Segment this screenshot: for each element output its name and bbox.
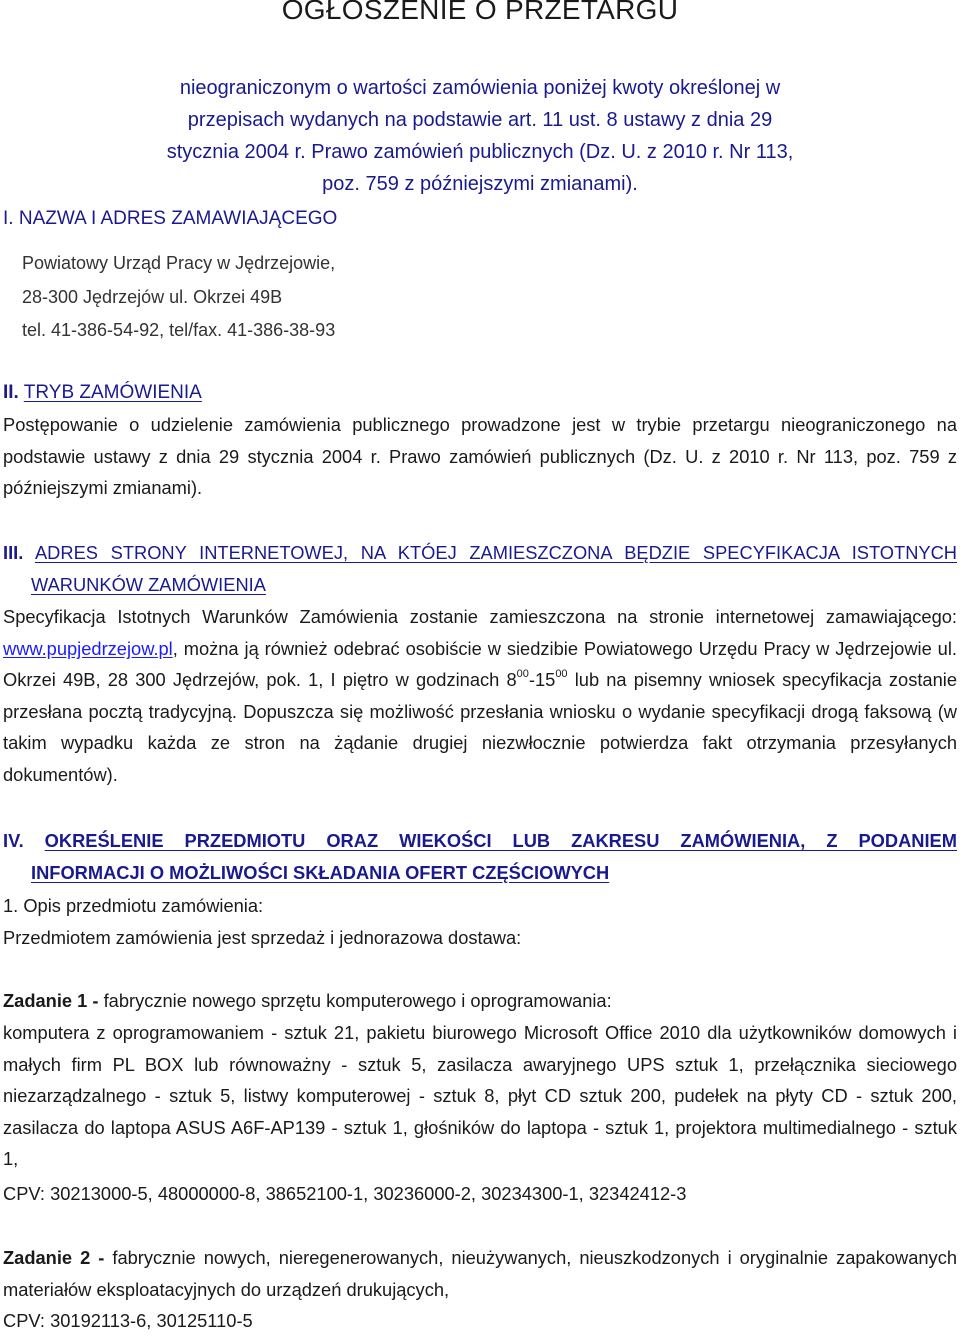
section-3-text-part-2: , można ją również odebrać osobiście w siedzibie Powiatowego Urzędu Pracy w Jędrzejowie ul. Okrzei 49B, 28 300 Jędrzejów, pok. 1, I piętro w godzinach 8 bbox=[3, 637, 957, 690]
section-3-title-line-1: ADRES STRONY INTERNETOWEJ, NA KTÓEJ ZAMIESZCZONA BĘDZIE SPECYFIKACJA ISTOTNYCH bbox=[34, 542, 957, 563]
section-4-heading bbox=[3, 825, 957, 888]
zadanie-2-description: fabrycznie nowych, nieregenerowanych, nieużywanych, nieuszkodzonych i oryginalnie zapakowanych materiałów eksploatacyjnych do urządzeń drukujących, bbox=[3, 1247, 958, 1300]
zadanie-2-label: Zadanie 2 - bbox=[3, 1247, 105, 1268]
section-3-text bbox=[3, 601, 957, 790]
section-1-heading bbox=[3, 206, 337, 232]
time-dash: -15 bbox=[528, 669, 556, 690]
zadanie-1-title: fabrycznie nowego sprzętu komputerowego i oprogramowania: bbox=[98, 990, 612, 1011]
section-4-title-line-1: OKREŚLENIE PRZEDMIOTU ORAZ WIEKOŚCI LUB ZAKRESU ZAMÓWIENIA, Z PODANIEM bbox=[44, 830, 957, 851]
section-3-text-part-1: Specyfikacja Istotnych Warunków Zamówienia zostanie zamieszczona na stronie internetowej zamawiającego: bbox=[3, 606, 957, 627]
section-3-heading bbox=[3, 537, 957, 600]
section-2-number: II. bbox=[3, 382, 19, 403]
time-to-minutes: 00 bbox=[555, 668, 568, 680]
zadanie-2-cpv: CPV: 30192113-6, 30125110-5 bbox=[3, 1310, 253, 1331]
document-subtitle: nieograniczonym o wartości zamówienia poniżej kwoty określonej w przepisach wydanych na podstawie art. 11 ust. 8 ustawy z dnia 29 stycznia 2004 r. Prawo zamówień publicznych (Dz. U. z 2010 r. Nr 113, poz. 759 z późniejszymi zmianami). bbox=[166, 77, 794, 195]
time-from-minutes: 00 bbox=[516, 668, 529, 680]
zadanie-1-label: Zadanie 1 - bbox=[3, 990, 99, 1011]
address-line-1: Powiatowy Urząd Pracy w Jędrzejowie, bbox=[22, 253, 336, 273]
address-line-2: 28-300 Jędrzejów ul. Okrzei 49B bbox=[22, 287, 283, 307]
section-4-intro: Przedmiotem zamówienia jest sprzedaż i jednorazowa dostawa: bbox=[3, 927, 522, 948]
document-title: OGŁOSZENIE O PRZETARGU bbox=[281, 0, 679, 25]
zadanie-1-cpv: CPV: 30213000-5, 48000000-8, 38652100-1, 30236000-2, 30234300-1, 32342412-3 bbox=[3, 1183, 687, 1204]
zadanie-1-heading bbox=[3, 985, 957, 1017]
section-3-title-line-2: WARUNKÓW ZAMÓWIENIA bbox=[31, 573, 266, 595]
section-4-opis: 1. Opis przedmiotu zamówienia: bbox=[3, 895, 264, 916]
address-line-3: tel. 41-386-54-92, tel/fax. 41-386-38-93 bbox=[22, 320, 336, 340]
section-1-title: NAZWA I ADRES ZAMAWIAJĄCEGO bbox=[18, 208, 338, 229]
website-link[interactable]: www.pupjedrzejow.pl bbox=[3, 637, 173, 659]
section-2-text: Postępowanie o udzielenie zamówienia publicznego prowadzone jest w trybie przetargu nieograniczonego na podstawie ustawy z dnia 29 stycznia 2004 r. Prawo zamówień publicznych (Dz. U. z 2010 r. Nr 113, poz. 759 z późniejszymi zmianami). bbox=[3, 414, 957, 498]
section-1-number: I. bbox=[3, 208, 14, 229]
zadanie-1-text: komputera z oprogramowaniem - sztuk 21, pakietu biurowego Microsoft Office 2010 dla użytkowników domowych i małych firm PL BOX lub równoważny - sztuk 5, zasilacza awaryjnego UPS sztuk 1, przełącznika sieciowego niezarządzalnego - sztuk 5, listwy komputerowej - sztuk 8, płyt CD sztuk 200, pudełek na płyty CD - sztuk 200, zasilacza do laptopa ASUS A6F-AP139 - sztuk 1, głośników do laptopa - sztuk 1, projektora multimedialnego - sztuk 1, bbox=[3, 1022, 957, 1169]
section-2-heading bbox=[3, 380, 202, 406]
section-3-text-part-3: lub na pisemny wniosek specyfikacja zostanie przesłana pocztą tradycyjną. Dopuszcza się możliwość przesłania wniosku o wydanie specyfikacji drogą faksową (w takim wypadku każda ze stron na żądanie drugiej niezwłocznie potwierdza fakt otrzymania przesyłanych dokumentów). bbox=[3, 669, 957, 785]
section-2-title: TRYB ZAMÓWIENIA bbox=[23, 382, 202, 403]
section-4-title-line-2: INFORMACJI O MOŻLIWOŚCI SKŁADANIA OFERT CZĘŚCIOWYCH bbox=[31, 861, 610, 883]
zadanie-2-text bbox=[3, 1242, 957, 1305]
section-3-number: III. bbox=[3, 542, 24, 563]
section-4-number: IV. bbox=[3, 830, 24, 851]
